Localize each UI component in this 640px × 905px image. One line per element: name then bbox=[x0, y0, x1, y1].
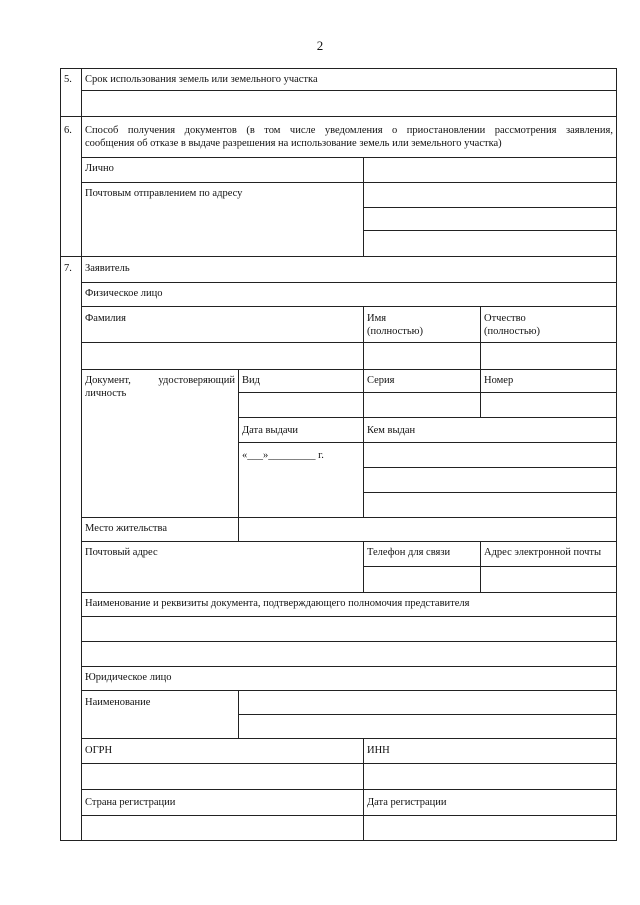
table-border-left bbox=[60, 68, 61, 841]
row-divider bbox=[81, 517, 617, 518]
issued-by-label: Кем выдан bbox=[367, 425, 416, 436]
registration-country-label: Страна регистрации bbox=[85, 797, 176, 808]
surname-label: Фамилия bbox=[85, 313, 126, 324]
row-divider bbox=[81, 666, 617, 667]
row-divider bbox=[81, 182, 617, 183]
row-divider bbox=[81, 815, 617, 816]
section-divider bbox=[60, 116, 617, 117]
row-divider bbox=[238, 392, 617, 393]
row-divider bbox=[81, 738, 617, 739]
row-divider bbox=[81, 282, 617, 283]
row-divider bbox=[81, 641, 617, 642]
section-number: 5. bbox=[64, 74, 72, 85]
representative-doc-label: Наименование и реквизиты документа, подтверждающего полномочия представителя bbox=[85, 598, 470, 609]
patronymic-label-note: (полностью) bbox=[484, 326, 540, 337]
row-divider bbox=[81, 789, 617, 790]
row-divider bbox=[81, 157, 617, 158]
id-document-label-2: удостоверяющий bbox=[158, 375, 235, 386]
column-divider bbox=[480, 369, 481, 417]
row-divider bbox=[81, 541, 617, 542]
delivery-method-title-cont: сообщения об отказе в выдаче разрешения на использование земель или земельного участка) bbox=[85, 138, 502, 149]
row-divider bbox=[81, 369, 617, 370]
registration-date-label: Дата регистрации bbox=[367, 797, 447, 808]
legal-entity-label: Юридическое лицо bbox=[85, 672, 172, 683]
row-divider bbox=[81, 616, 617, 617]
org-name-line bbox=[238, 714, 617, 715]
row-divider bbox=[81, 90, 617, 91]
residence-label: Место жительства bbox=[85, 523, 167, 534]
row-divider bbox=[81, 592, 617, 593]
postal-address-label: Почтовый адрес bbox=[85, 547, 158, 558]
doc-type-label: Вид bbox=[242, 375, 260, 386]
section-number: 7. bbox=[64, 263, 72, 274]
column-divider bbox=[363, 306, 364, 369]
row-divider bbox=[81, 306, 617, 307]
individual-label: Физическое лицо bbox=[85, 288, 163, 299]
applicant-label: Заявитель bbox=[85, 263, 130, 274]
series-label: Серия bbox=[367, 375, 395, 386]
section-number: 6. bbox=[64, 125, 72, 136]
number-column-divider bbox=[81, 68, 82, 841]
column-divider bbox=[480, 306, 481, 369]
row-divider bbox=[81, 342, 617, 343]
name-label-note: (полностью) bbox=[367, 326, 423, 337]
table-border-top bbox=[60, 68, 617, 69]
patronymic-label: Отчество bbox=[484, 313, 526, 324]
issued-by-line bbox=[363, 492, 616, 493]
delivery-by-mail-label: Почтовым отправлением по адресу bbox=[85, 188, 243, 199]
row-divider bbox=[81, 763, 617, 764]
land-use-term-label: Срок использования земель или земельного участка bbox=[85, 74, 318, 85]
phone-label: Телефон для связи bbox=[367, 547, 451, 558]
column-divider bbox=[238, 369, 239, 541]
row-divider bbox=[238, 442, 617, 443]
issue-date-label: Дата выдачи bbox=[242, 425, 299, 436]
name-label: Имя bbox=[367, 313, 387, 324]
inn-label: ИНН bbox=[367, 745, 390, 756]
table-border-right bbox=[616, 68, 617, 841]
ogrn-label: ОГРН bbox=[85, 745, 113, 756]
issued-by-line bbox=[363, 467, 616, 468]
page-number: 2 bbox=[316, 38, 324, 53]
delivery-method-title: Способ получения документов (в том числе уведомления о приостановлении рассмотрения заявления, bbox=[85, 125, 613, 136]
email-label: Адрес электронной почты bbox=[484, 547, 602, 558]
address-line bbox=[363, 207, 616, 208]
id-document-label-3: личность bbox=[85, 388, 127, 399]
issue-date-template: «___»_________ г. bbox=[242, 450, 324, 461]
org-name-label: Наименование bbox=[85, 697, 151, 708]
number-label: Номер bbox=[484, 375, 514, 386]
delivery-personal-label: Лично bbox=[85, 163, 114, 174]
row-divider bbox=[81, 690, 617, 691]
row-divider bbox=[363, 566, 616, 567]
table-border-bottom bbox=[60, 840, 617, 841]
address-line bbox=[363, 230, 616, 231]
id-document-label: Документ, bbox=[85, 375, 131, 386]
section-divider bbox=[60, 256, 617, 257]
row-divider bbox=[238, 417, 617, 418]
